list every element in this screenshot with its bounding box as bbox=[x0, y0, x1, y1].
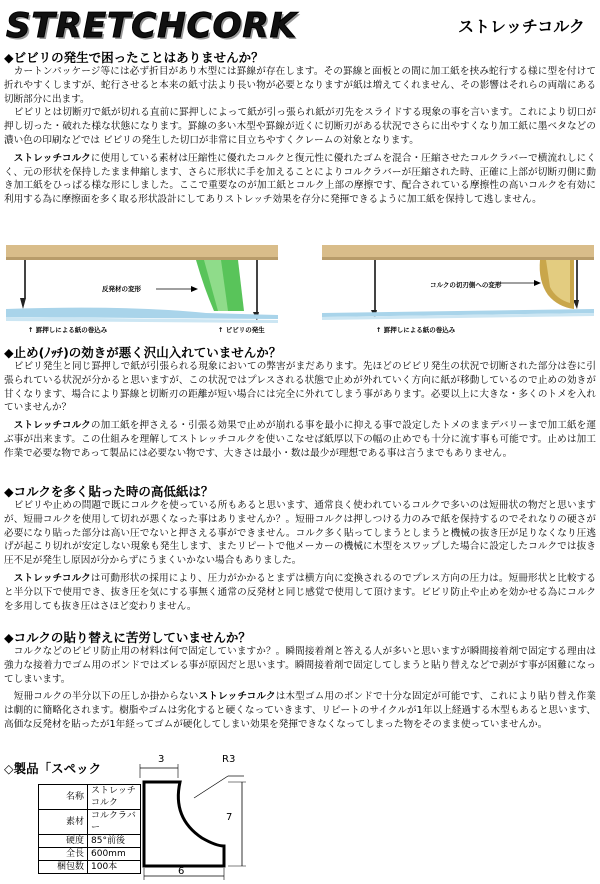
profile-drawing bbox=[132, 758, 262, 882]
brand-katakana: ストレッチコルク bbox=[458, 17, 585, 36]
figure-cork bbox=[322, 243, 594, 335]
caption-bibiri: ↑ ビビリの発生 bbox=[218, 326, 265, 334]
spec-title: ◇製品「スペック bbox=[4, 761, 102, 776]
table-row: 梱包数 100本 bbox=[39, 861, 141, 874]
caption-fold-right: ↑ 罫押しによる紙の巻込み bbox=[376, 326, 456, 334]
section-replacement bbox=[4, 630, 596, 732]
dimension-top: 3 bbox=[158, 754, 165, 765]
section-title: ◆コルクを多く貼った時の高低紙は？ bbox=[4, 484, 214, 499]
paragraph: ストレッチコルクの加工紙を押さえる・引張る効果で止めが崩れる事を最小に抑える事で設定したトメのままデバリーまで加工紙を運ぶ事が出来ます。この仕組みを理解してストレッチコルクを使いこなせば紙厚以下の幅の止めでも十分に流す事も可能です。止めは加工作業で必要な物であって製品には必要ない物です、大きさは最小・数は最少が理想である事は言うまでもありません。 bbox=[4, 420, 596, 459]
illustrations bbox=[6, 243, 594, 335]
table-row: 名称 ストレッチコルク bbox=[39, 785, 141, 810]
caption-fold: ↑ 罫押しによる紙の巻込み bbox=[28, 326, 108, 334]
rubber-diagram bbox=[6, 243, 278, 335]
brand-logo: STRETCHCORK bbox=[6, 6, 298, 46]
spec-table bbox=[38, 784, 141, 874]
paragraph: ビビリ発生と同じ罫押しで紙が引張られる現象においての弊害がまだあります。先ほどのビビリ発生の状況で切断された部分は巻に引張られている状況が分かると思いますが、この状況ではプレスされる状態で止めが外れていく方向に紙が移動しているので止めの効きが甘くなります、場合により罫線と切断刃の距離が短い場合には完全に外れてしまう事があります。必要以上に大きな・多くのトメを入れていませんか？ bbox=[4, 361, 596, 414]
label-cork-deformation: コルクの切刃側への変形 bbox=[430, 281, 502, 289]
section-pressure bbox=[4, 484, 596, 613]
dimension-radius: R3 bbox=[222, 754, 236, 765]
figure-rubber bbox=[6, 243, 278, 335]
paragraph: カートンパッケージ等には必ず折目があり木型には罫線が存在します。その罫線と面板との間に加工紙を挟み蛇行する様に型を付けて折れやすくしますが、蛇行させると本来の紙寸法より長い物が必要となりますが紙は増えてくれません、その影響はそれらの両端にある切断部分に出ます。 bbox=[4, 66, 596, 105]
cork-diagram bbox=[322, 243, 594, 335]
section-notch bbox=[4, 345, 596, 461]
table-row: 全長 600mm bbox=[39, 848, 141, 861]
paragraph: コルクなどのビビリ防止用の材料は何で固定していますか？。瞬間接着剤と答える人が多いと思いますが瞬間接着剤で固定する理由は強力な接着力でゴム用のボンドではズレる事が原因だと思います。瞬間接着剤で固定してしまうと貼り替えなどで剥がす事が困難になってしまいます。 bbox=[4, 646, 596, 685]
table-row: 硬度 85°前後 bbox=[39, 835, 141, 848]
header bbox=[0, 6, 600, 44]
section-bibiri bbox=[4, 50, 596, 207]
section-title: ◆コルクの貼り替えに苦労していませんか？ bbox=[4, 630, 251, 645]
paragraph: ビビリや止めの問題で既にコルクを使っている所もあると思います、通常良く使われているコルクで多いのは短冊状の物だと思いますが、短冊コルクを使用して切れが悪くなった事はありませんか？。短冊コルクは押しつける力のみで紙を保持するのでそれなりの硬さが必要になり貼った部分は高い圧でないと押さえる事ができません。コルク多く貼ってしまうとしまうと機械の抜き圧が足りなくなり圧逃げが起こり切れが安定しない現象も発生します、またリピートで他メーカーの機械に木型をスワップした場合に設定したコルクでは抜き圧不足が発生し原因が分からずにうまくいかない場合もありました。 bbox=[4, 500, 596, 567]
table-row: 素材 コルクラバー bbox=[39, 810, 141, 835]
section-title: ◆ビビリの発生で困ったことはありませんか？ bbox=[4, 50, 264, 65]
section-title: ◆止め(ﾉｯﾁ)の効きが悪く沢山入れていませんか？ bbox=[4, 345, 282, 360]
paragraph: ストレッチコルクは可動形状の採用により、圧力がかかるとまずは横方向に変換されるのでプレス方向の圧力は。短冊形状と比較すると半分以下で使用でき、抜き圧を気にする事無く通常の反発材と同じ感覚で使用して頂けます。ビビリ防止や止めを効かせる為にコルクを多用しても抜き圧はさほど変わりません。 bbox=[4, 572, 596, 612]
paragraph: ビビリとは切断刃で紙が切れる直前に罫押しによって紙が引っ張られ紙が刃先をスライドする現象の事を言います。これにより切口が押し切った・破れた様な状態になります。罫線の多い木型や罫線が近くに切断刃がある状況でさらに出やすくなり加工紙に墨ベタなどの濃い色の印刷などでは ビビリの発生した切口が非常に目立ちやすくクレームの対象となります。 bbox=[4, 107, 596, 146]
paragraph: 短冊コルクの半分以下の圧しか掛からないストレッチコルクは木型ゴム用のボンドで十分な固定が可能です、これにより貼り替え作業は劇的に簡略化されます。樹脂やゴムは劣化すると硬くなっていきます、リピートのサイクルが1年以上経過する木型もあると思います、高価な反発材を貼ったが1年経ってゴムが硬化してしまい効果を発揮できなくなってしまった物をそのまま使っていませんか。 bbox=[4, 691, 596, 730]
dimension-width: 6 bbox=[178, 866, 185, 877]
dimension-height: 7 bbox=[226, 812, 233, 823]
label-deformation: 反発材の変形 bbox=[102, 285, 141, 293]
paragraph: ストレッチコルクに使用している素材は圧縮性に優れたコルクと復元性に優れたゴムを混合・圧縮させたコルクラバーで横流れしにくく、元の形状を保持したまま伸縮します、さらに形状に手を加えることによりコルクラバーが圧縮された時、正確に上部が切断刃側に動き加工紙をひっぱる様な形にしました。ここで重要なのが加工紙とコルク上部の摩擦です、配合されている摩擦性の高いコルクを有効に利用する為に摩擦面を多く取る形状設計にしてありストレッチ効果を存分に発揮できるように加工紙を保持して逃しません。 bbox=[4, 152, 597, 206]
